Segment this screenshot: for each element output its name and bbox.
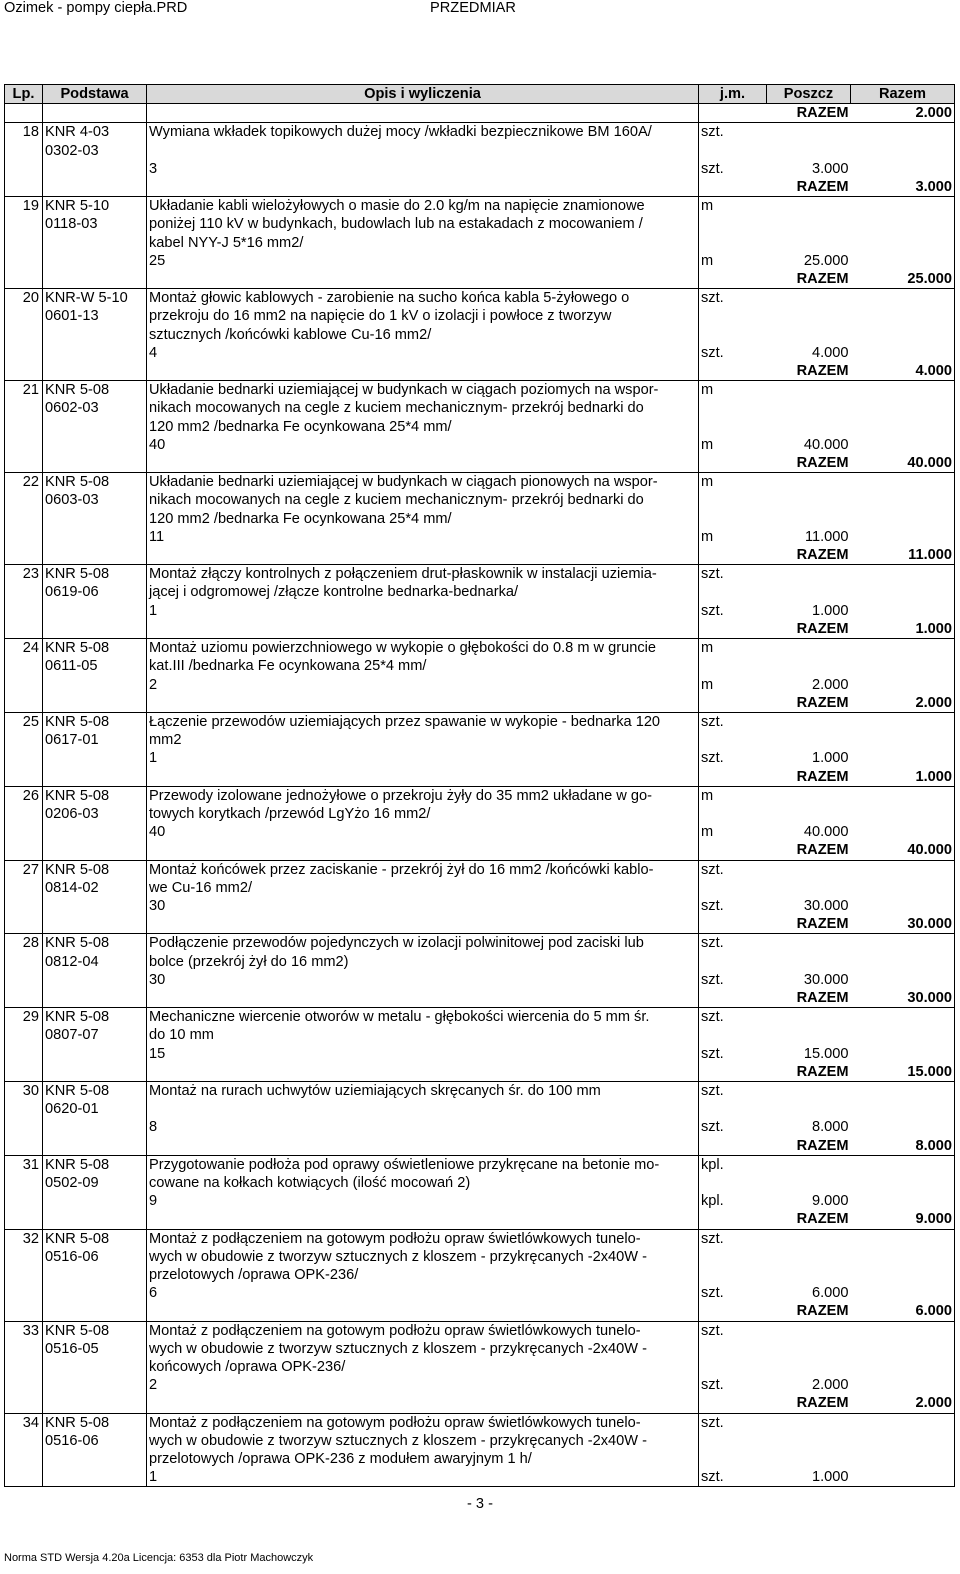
item-unit: szt. [699,1321,767,1340]
table-row [5,1358,955,1376]
table-row [5,1081,955,1100]
table-row [5,510,955,528]
table-row [5,1192,955,1210]
item-description: końcowych /oprawa OPK-236/ [147,1358,699,1376]
item-total: 15.000 [851,1063,955,1082]
item-poszcz: 1.000 [767,1468,851,1487]
item-total: 2.000 [851,1394,955,1413]
item-description: wych w obudowie z tworzyw sztucznych z kloszem - przykręcanych -2x40W - [147,1432,699,1450]
item-code: 0807-07 [43,1026,147,1044]
table-row [5,473,955,492]
table-row [5,1210,955,1229]
item-poszcz: 6.000 [811,1285,849,1302]
item-unit: szt. [699,160,767,178]
item-code: KNR 5-08 [43,1321,147,1340]
item-poszcz: 1.000 [811,602,849,619]
table-row [5,657,955,675]
item-code: 0603-03 [43,491,147,509]
table-row [5,1450,955,1468]
item-unit: m [699,823,767,841]
item-code: 0502-09 [43,1174,147,1192]
table-row [5,289,955,308]
item-total: 4.000 [851,362,955,381]
item-calculation: 6 [147,1284,699,1302]
table-row [5,1321,955,1340]
item-unit: m [699,786,767,805]
item-unit: szt. [699,860,767,879]
table-row [5,565,955,584]
item-unit: szt. [699,1118,767,1136]
item-calculation: 30 [147,971,699,989]
item-code: KNR 5-08 [43,473,147,492]
item-description: przelotowych /oprawa OPK-236/ [147,1266,699,1284]
item-unit: szt. [699,289,767,308]
item-poszcz: 2.000 [811,1377,849,1394]
item-lp: 27 [5,860,43,879]
item-code: 0620-01 [43,1100,147,1118]
item-unit: szt. [699,344,767,362]
item-total: 11.000 [851,546,955,565]
item-unit: szt. [699,565,767,584]
razem-label: RAZEM [767,546,851,565]
item-lp: 23 [5,565,43,584]
item-description: Montaż z podłączeniem na gotowym podłożu opraw świetlówkowych tunelo- [147,1229,699,1248]
item-code: KNR-W 5-10 [43,289,147,308]
item-lp: 20 [5,289,43,308]
item-code: KNR 5-08 [43,1413,147,1432]
razem-label: RAZEM [767,1394,851,1413]
item-description: 120 mm2 /bednarka Fe ocynkowana 25*4 mm/ [147,418,699,436]
item-description: nikach mocowanych na cegle z kuciem mechanicznym- przekrój bednarki do [147,491,699,509]
razem-label: RAZEM [767,768,851,787]
software-footer: Norma STD Wersja 4.20a Licencja: 6353 dla Piotr Machowczyk [4,1552,314,1564]
item-unit: szt. [699,123,767,142]
item-code: KNR 5-08 [43,1155,147,1174]
item-code: KNR 4-03 [43,123,147,142]
table-row [5,252,955,270]
item-description: Montaż uziomu powierzchniowego w wykopie o głębokości do 0.8 m w gruncie [147,639,699,658]
table-row [5,805,955,823]
carry-over-row [5,104,955,123]
table-row [5,841,955,860]
item-description: 120 mm2 /bednarka Fe ocynkowana 25*4 mm/ [147,510,699,528]
table-row [5,326,955,344]
item-lp: 31 [5,1155,43,1174]
item-lp: 30 [5,1081,43,1100]
table-row [5,1376,955,1394]
table-row [5,953,955,971]
item-description: Przygotowanie podłoża pod oprawy oświetleniowe przykręcane na betonie mo- [147,1155,699,1174]
item-unit: szt. [699,1468,767,1487]
item-total: 1.000 [851,620,955,639]
item-poszcz: 40.000 [803,824,849,841]
item-description: cowane na kołkach kotwiących (ilość mocowań 2) [147,1174,699,1192]
table-row [5,362,955,381]
razem-label: RAZEM [767,1137,851,1156]
razem-label: RAZEM [767,454,851,473]
table-row [5,1284,955,1302]
razem-label: RAZEM [767,362,851,381]
table-row [5,897,955,915]
col-header-jm: j.m. [699,85,767,104]
item-code: KNR 5-08 [43,381,147,400]
item-description: Montaż na rurach uchwytów uziemiających skręcanych śr. do 100 mm [147,1081,699,1100]
item-unit: kpl. [699,1192,767,1210]
item-poszcz: 9.000 [811,1193,849,1210]
table-row [5,1468,955,1487]
item-description: Montaż końcówek przez zaciskanie - przekrój żył do 16 mm2 /końcówki kablo- [147,860,699,879]
table-row [5,454,955,473]
table-row [5,1248,955,1266]
table-header-row [5,85,955,104]
col-header-razem: Razem [851,85,955,104]
item-calculation: 40 [147,436,699,454]
item-total: 9.000 [851,1210,955,1229]
item-unit: m [699,197,767,216]
table-row [5,1118,955,1136]
page-header [0,0,960,20]
razem-label: RAZEM [767,1210,851,1229]
item-total: 40.000 [851,841,955,860]
razem-label: RAZEM [767,620,851,639]
item-description: Montaż głowic kablowych - zarobienie na sucho końca kabla 5-żyłowego o [147,289,699,308]
item-code: KNR 5-08 [43,1229,147,1248]
item-calculation: 1 [147,749,699,767]
item-total: 2.000 [851,694,955,713]
estimate-table [4,84,955,1487]
table-row [5,1100,955,1118]
item-poszcz: 25.000 [803,252,849,269]
table-row [5,749,955,767]
table-row [5,786,955,805]
table-row [5,234,955,252]
table-row [5,989,955,1008]
col-header-podstawa: Podstawa [43,85,147,104]
table-row [5,1174,955,1192]
item-unit: szt. [699,1284,767,1302]
item-code: 0118-03 [43,215,147,233]
item-lp: 21 [5,381,43,400]
item-code: 0611-05 [43,657,147,675]
item-unit: szt. [699,934,767,953]
item-code: 0617-01 [43,731,147,749]
item-total: 8.000 [851,1137,955,1156]
item-description: przekroju do 16 mm2 na napięcie do 1 kV o izolacji i powłoce z tworzyw [147,307,699,325]
table-row [5,1063,955,1082]
item-calculation: 8 [147,1118,699,1136]
carry-over-value: 2.000 [851,104,955,123]
razem-label: RAZEM [767,841,851,860]
item-description: Układanie bednarki uziemiającej w budynkach w ciągach poziomych na wspor- [147,381,699,400]
item-description: Przewody izolowane jednożyłowe o przekroju żyły do 35 mm2 układane w go- [147,786,699,805]
page-number: - 3 - [467,1496,493,1512]
item-code: 0516-06 [43,1432,147,1450]
table-row [5,142,955,160]
razem-label: RAZEM [767,178,851,197]
item-code: KNR 5-08 [43,712,147,731]
item-code: KNR 5-08 [43,639,147,658]
table-row [5,712,955,731]
item-total: 1.000 [851,768,955,787]
table-row [5,270,955,289]
item-code: KNR 5-08 [43,565,147,584]
item-description: Podłączenie przewodów pojedynczych w izolacji polwinitowej pod zaciski lub [147,934,699,953]
item-description: Montaż z podłączeniem na gotowym podłożu opraw świetlówkowych tunelo- [147,1413,699,1432]
item-description: wych w obudowie z tworzyw sztucznych z kloszem - przykręcanych -2x40W - [147,1340,699,1358]
item-code: KNR 5-08 [43,934,147,953]
item-calculation: 1 [147,1468,699,1487]
table-row [5,381,955,400]
item-unit: szt. [699,1229,767,1248]
item-poszcz: 11.000 [804,528,849,545]
table-row [5,676,955,694]
item-unit: szt. [699,1008,767,1027]
table-row [5,1045,955,1063]
item-description: nikach mocowanych na cegle z kuciem mechanicznym- przekrój bednarki do [147,399,699,417]
razem-label: RAZEM [767,1063,851,1082]
item-unit: m [699,639,767,658]
table-row [5,528,955,546]
table-row [5,1302,955,1321]
table-row [5,307,955,325]
item-code: 0302-03 [43,142,147,160]
item-description: wych w obudowie z tworzyw sztucznych z kloszem - przykręcanych -2x40W - [147,1248,699,1266]
item-poszcz: 40.000 [803,436,849,453]
item-code: KNR 5-08 [43,786,147,805]
col-header-poszcz: Poszcz [767,85,851,104]
item-total: 25.000 [851,270,955,289]
table-row [5,215,955,233]
table-row [5,823,955,841]
table-row [5,491,955,509]
item-code: KNR 5-10 [43,197,147,216]
razem-label: RAZEM [767,915,851,934]
col-header-lp: Lp. [5,85,43,104]
item-description: do 10 mm [147,1026,699,1044]
item-description: Łączenie przewodów uziemiających przez spawanie w wykopie - bednarka 120 [147,712,699,731]
table-row [5,731,955,749]
item-description: towych korytkach /przewód LgYżo 16 mm2/ [147,805,699,823]
table-row [5,178,955,197]
table-row [5,639,955,658]
table-row [5,1155,955,1174]
item-poszcz: 4.000 [811,344,849,361]
item-lp: 25 [5,712,43,731]
table-row [5,879,955,897]
table-row [5,1266,955,1284]
table-row [5,583,955,601]
item-code: KNR 5-08 [43,1008,147,1027]
item-lp: 24 [5,639,43,658]
table-row [5,1008,955,1027]
item-description: przelotowych /oprawa OPK-236 z modułem awaryjnym 1 h/ [147,1450,699,1468]
item-description: we Cu-16 mm2/ [147,879,699,897]
table-row [5,1340,955,1358]
table-row [5,1026,955,1044]
table-row [5,1229,955,1248]
item-calculation: 15 [147,1045,699,1063]
item-calculation: 2 [147,1376,699,1394]
item-description: Montaż złączy kontrolnych z połączeniem drut-płaskownik w instalacji uziemia- [147,565,699,584]
table-row [5,123,955,142]
item-unit: m [699,473,767,492]
item-total: 6.000 [851,1302,955,1321]
item-calculation: 40 [147,823,699,841]
table-row [5,971,955,989]
item-lp: 34 [5,1413,43,1432]
item-unit: m [699,676,767,694]
item-code: 0814-02 [43,879,147,897]
item-code: 0206-03 [43,805,147,823]
item-poszcz: 8.000 [811,1119,849,1136]
table-row [5,197,955,216]
table-row [5,620,955,639]
table-row [5,860,955,879]
item-description: sztucznych /końcówki kablowe Cu-16 mm2/ [147,326,699,344]
item-unit: szt. [699,712,767,731]
table-row [5,1394,955,1413]
item-code: 0601-13 [43,307,147,325]
item-total: 3.000 [851,178,955,197]
item-calculation: 25 [147,252,699,270]
item-poszcz: 1.000 [811,750,849,767]
item-lp: 19 [5,197,43,216]
razem-label: RAZEM [767,1302,851,1321]
table-row [5,1432,955,1450]
item-lp: 32 [5,1229,43,1248]
item-description: kabel NYY-J 5*16 mm2/ [147,234,699,252]
item-unit: m [699,381,767,400]
item-code: 0812-04 [43,953,147,971]
item-poszcz: 30.000 [803,971,849,988]
item-description: mm2 [147,731,699,749]
item-poszcz: 30.000 [803,897,849,914]
item-code: 0602-03 [43,399,147,417]
item-unit: szt. [699,1081,767,1100]
item-lp: 28 [5,934,43,953]
table-row [5,160,955,178]
table-row [5,602,955,620]
table-row [5,934,955,953]
item-calculation: 4 [147,344,699,362]
item-unit: szt. [699,602,767,620]
table-row [5,344,955,362]
item-lp: 33 [5,1321,43,1340]
item-unit: szt. [699,1376,767,1394]
item-unit: szt. [699,971,767,989]
item-unit: m [699,528,767,546]
item-description: Układanie bednarki uziemiającej w budynkach w ciągach pionowych na wspor- [147,473,699,492]
item-unit: szt. [699,749,767,767]
table-row [5,436,955,454]
item-total: 30.000 [851,989,955,1008]
razem-label: RAZEM [767,694,851,713]
item-description: Montaż z podłączeniem na gotowym podłożu opraw świetlówkowych tunelo- [147,1321,699,1340]
item-calculation: 9 [147,1192,699,1210]
table-row [5,1137,955,1156]
item-description: Wymiana wkładek topikowych dużej mocy /wkładki bezpiecznikowe BM 160A/ [147,123,699,142]
item-code: KNR 5-08 [43,1081,147,1100]
table-row [5,915,955,934]
table-row [5,694,955,713]
document-type: PRZEDMIAR [430,0,516,16]
item-code: 0516-05 [43,1340,147,1358]
table-row [5,1413,955,1432]
item-description: poniżej 110 kV w budynkach, budowlach lub na estakadach z mocowaniem / [147,215,699,233]
item-unit: kpl. [699,1155,767,1174]
item-calculation: 3 [147,160,699,178]
item-code: 0619-06 [43,583,147,601]
item-lp: 29 [5,1008,43,1027]
item-code: 0516-06 [43,1248,147,1266]
item-description: kat.III /bednarka Fe ocynkowana 25*4 mm/ [147,657,699,675]
item-unit: m [699,436,767,454]
item-description: bolce (przekrój żył do 16 mm2) [147,953,699,971]
table-row [5,418,955,436]
item-code: KNR 5-08 [43,860,147,879]
item-calculation: 30 [147,897,699,915]
item-calculation: 1 [147,602,699,620]
item-poszcz: 15.000 [803,1045,849,1062]
document-title: Ozimek - pompy ciepła.PRD [4,0,188,16]
item-calculation: 11 [147,528,699,546]
razem-label: RAZEM [796,105,849,122]
item-poszcz: 2.000 [811,676,849,693]
table-row [5,546,955,565]
item-unit: m [699,252,767,270]
table-row [5,768,955,787]
item-poszcz: 3.000 [811,160,849,177]
item-lp: 22 [5,473,43,492]
item-description: Mechaniczne wiercenie otworów w metalu - głębokości wiercenia do 5 mm śr. [147,1008,699,1027]
item-unit: szt. [699,1413,767,1432]
table-row [5,399,955,417]
item-calculation: 2 [147,676,699,694]
razem-label: RAZEM [767,270,851,289]
item-description: jącej i odgromowej /złącze kontrolne bednarka-bednarka/ [147,583,699,601]
item-total: 30.000 [851,915,955,934]
item-description: Układanie kabli wielożyłowych o masie do 2.0 kg/m na napięcie znamionowe [147,197,699,216]
item-unit: szt. [699,897,767,915]
col-header-opis: Opis i wyliczenia [147,85,699,104]
razem-label: RAZEM [767,989,851,1008]
item-total: 40.000 [851,454,955,473]
item-unit: szt. [699,1045,767,1063]
item-lp: 18 [5,123,43,142]
item-lp: 26 [5,786,43,805]
